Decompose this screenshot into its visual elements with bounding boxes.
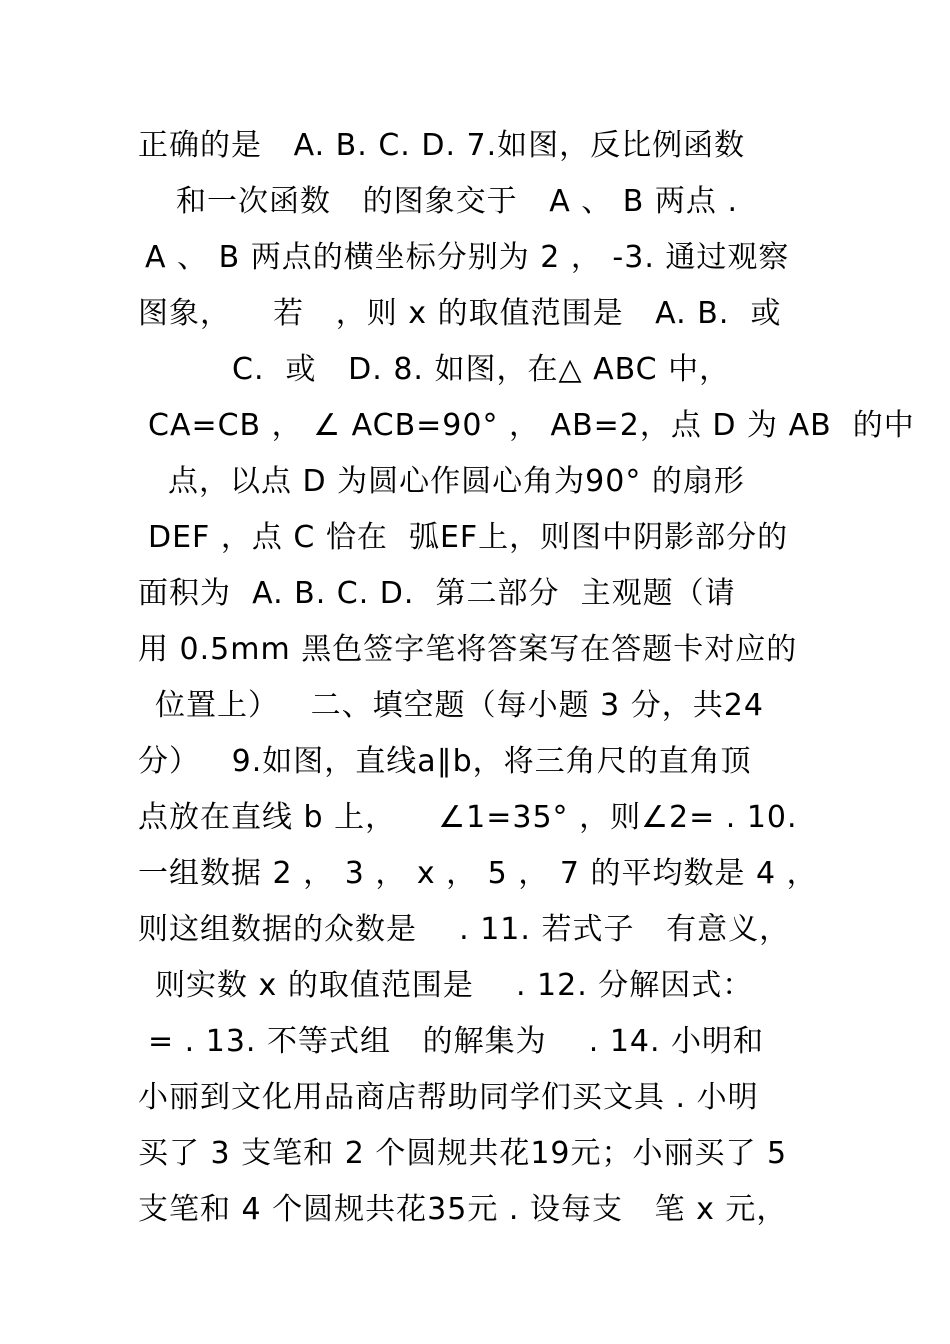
text-line: C. 或 D. 8. 如图，在△ ABC 中， bbox=[232, 352, 731, 387]
text-line: 位置上） 二、填空题（每小题 3 分，共24 bbox=[155, 688, 764, 723]
text-line: 点放在直线 b 上， ∠1=35° ，则∠2= . 10. bbox=[138, 800, 798, 835]
text-line: 用 0.5mm 黑色签字笔将答案写在答题卡对应的 bbox=[138, 632, 798, 667]
text-line: 则实数 x 的取值范围是 . 12. 分解因式： bbox=[155, 968, 754, 1003]
text-line: A 、 B 两点的横坐标分别为 2 ， -3. 通过观察 bbox=[145, 240, 790, 275]
text-line: 点，以点 D 为圆心作圆心角为90° 的扇形 bbox=[168, 464, 745, 499]
text-line: 买了 3 支笔和 2 个圆规共花19元；小丽买了 5 bbox=[138, 1136, 788, 1171]
text-line: DEF ，点 C 恰在 弧EF上，则图中阴影部分的 bbox=[148, 520, 789, 555]
text-line: = . 13. 不等式组 的解集为 . 14. 小明和 bbox=[148, 1024, 765, 1059]
text-line: 分） 9.如图，直线a∥b，将三角尺的直角顶 bbox=[138, 744, 752, 779]
text-line: 面积为 A. B. C. D. 第二部分 主观题（请 bbox=[138, 576, 736, 611]
text-line: 正确的是 A. B. C. D. 7.如图，反比例函数 bbox=[138, 128, 746, 163]
text-line: 小丽到文化用品商店帮助同学们买文具 . 小明 bbox=[138, 1080, 759, 1115]
text-line: 支笔和 4 个圆规共花35元 . 设每支 笔 x 元， bbox=[138, 1192, 788, 1227]
text-line: 图象， 若 ，则 x 的取值范围是 A. B. 或 bbox=[138, 296, 782, 331]
text-line: 则这组数据的众数是 . 11. 若式子 有意义， bbox=[138, 912, 791, 947]
text-line: 一组数据 2 ， 3 ， x ， 5 ， 7 的平均数是 4 ， bbox=[138, 856, 818, 891]
text-line: 和一次函数 的图象交于 A 、 B 两点 . bbox=[176, 184, 739, 219]
text-line: CA=CB ， ∠ ACB=90° ， AB=2，点 D 为 AB 的中 bbox=[148, 408, 915, 443]
